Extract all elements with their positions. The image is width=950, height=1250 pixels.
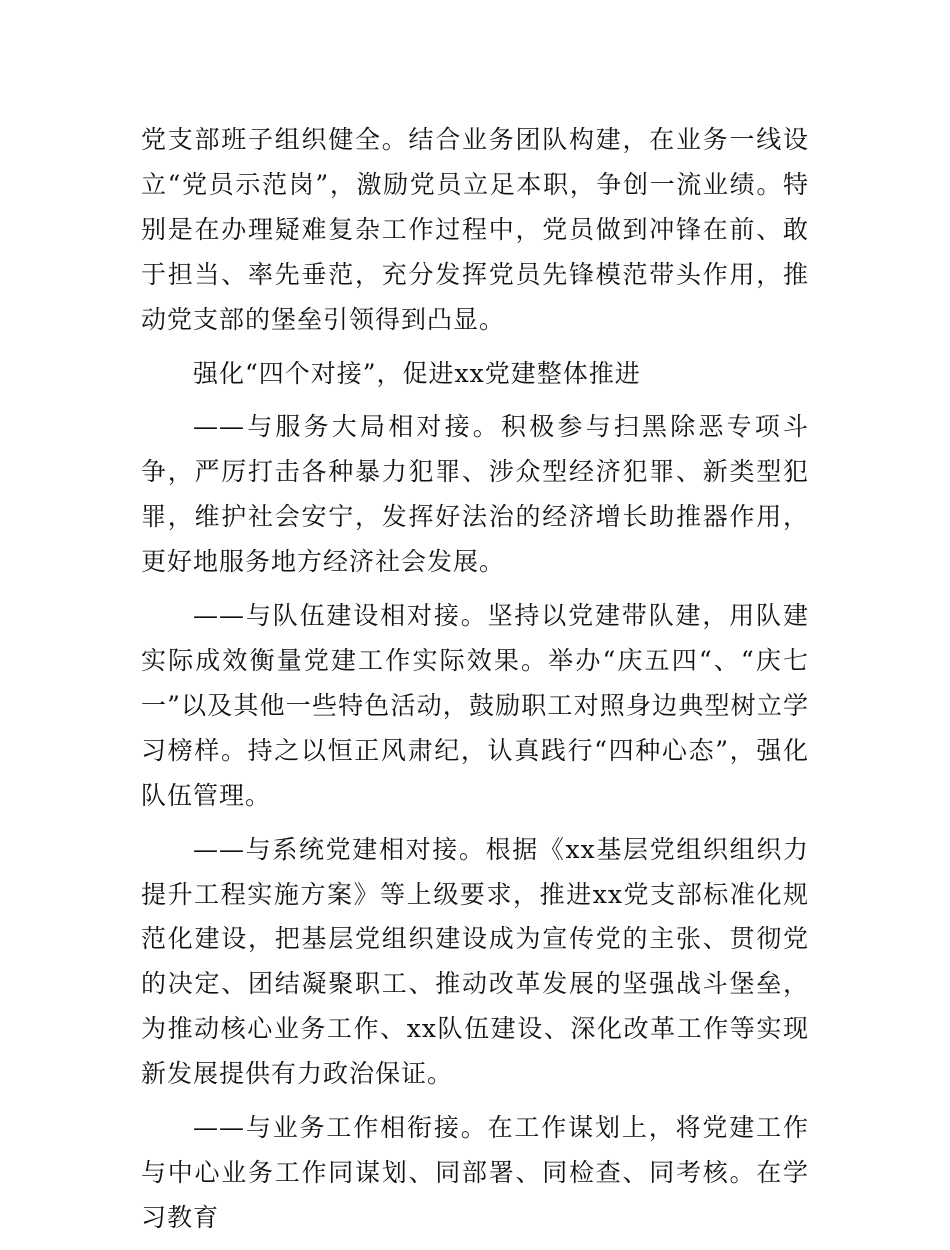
paragraph-team-building: ——与队伍建设相对接。坚持以党建带队建，用队建实际成效衡量党建工作实际效果。举办“庆五四“、“庆七一”以及其他一些特色活动，鼓励职工对照身边典型树立学习榜样。持之以恒正风肃纪，认真践行“四种心态”，强化队伍管理。 [141, 601, 809, 810]
paragraph-service-overall: ——与服务大局相对接。积极参与扫黑除恶专项斗争，严厉打击各种暴力犯罪、涉众型经济犯罪、新类型犯罪，维护社会安宁，发挥好法治的经济增长助推器作用，更好地服务地方经济社会发展。 [141, 412, 809, 577]
paragraph-1: 党支部班子组织健全。结合业务团队构建，在业务一线设立“党员示范岗”，激励党员立足本职，争创一流业绩。特别是在办理疑难复杂工作过程中，党员做到冲锋在前、敢于担当、率先垂范，充分发挥党员先锋模范带头作用，推动党支部的堡垒引领得到凸显。 [141, 125, 809, 334]
document-body [141, 118, 809, 1250]
paragraph-system-party-building: ——与系统党建相对接。根据《xx基层党组织组织力提升工程实施方案》等上级要求，推进xx党支部标准化规范化建设，把基层党组织建设成为宣传党的主张、贯彻党的决定、团结凝聚职工、推动改革发展的坚强战斗堡垒，为推动核心业务工作、xx队伍建设、深化改革工作等实现新发展提供有力政治保证。 [141, 834, 809, 1089]
section-heading: 强化“四个对接”，促进xx党建整体推进 [193, 358, 641, 388]
paragraph-business-work: ——与业务工作相衔接。在工作谋划上，将党建工作与中心业务工作同谋划、同部署、同检查、同考核。在学习教育 [141, 1113, 809, 1232]
